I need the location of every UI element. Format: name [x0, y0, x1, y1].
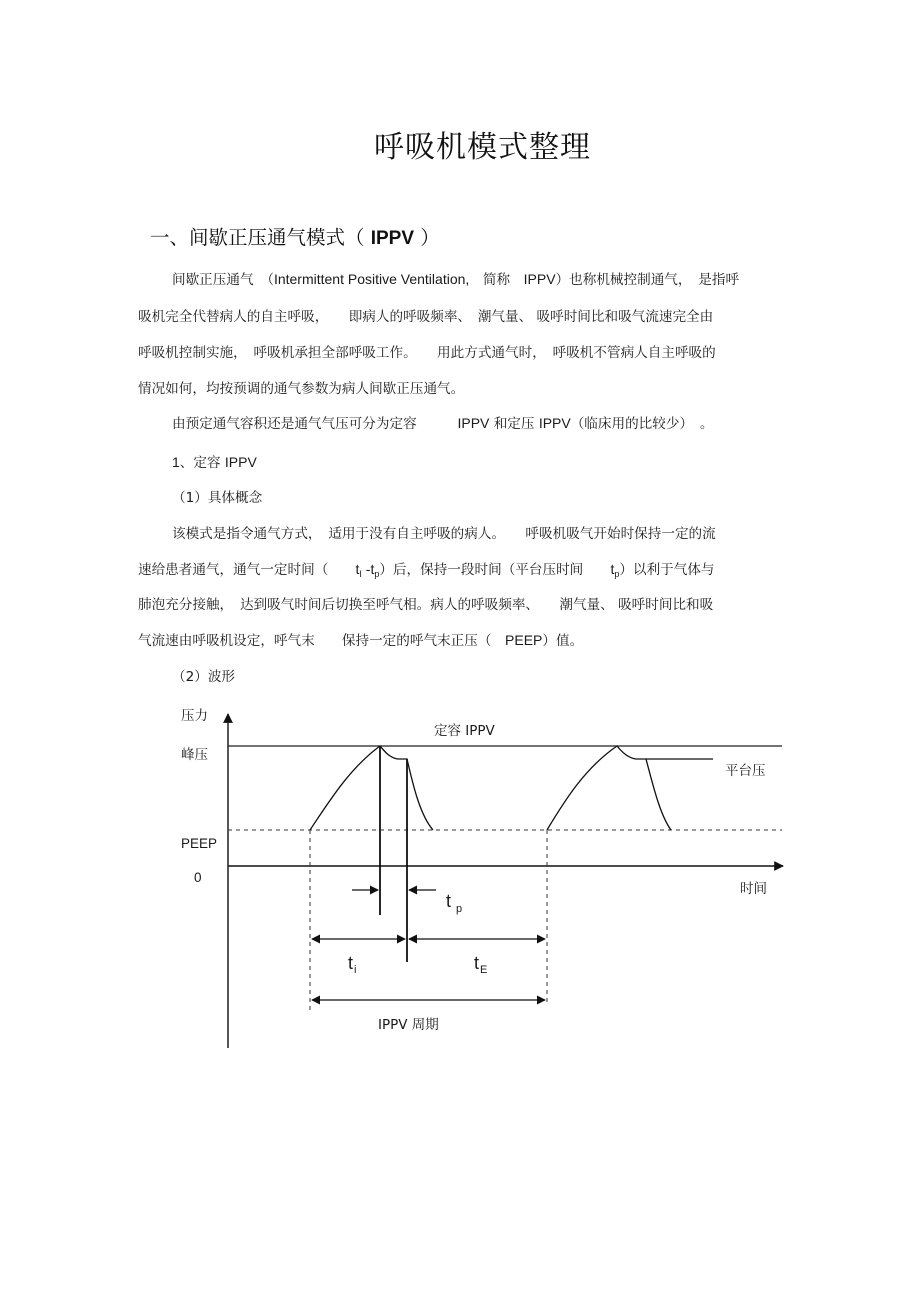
text-run: ）以利于气体与 [619, 562, 715, 578]
tp-main: t [446, 891, 452, 911]
abbr-ippv: IPPV [457, 415, 490, 431]
para1-line2: 吸机完全代替病人的自主呼吸， 即病人的呼吸频率、 潮气量、 吸呼时间比和吸气流速完全由 [138, 309, 714, 325]
item-1-1-heading: （1）具体概念 [172, 490, 263, 506]
text-run: 速给患者通气，通气一定时间（ [138, 562, 356, 578]
section-heading-text: 一、间歇正压通气模式（ [150, 226, 365, 249]
abbr-ippv: IPPV [224, 454, 257, 470]
section-heading-close: ） [420, 226, 440, 249]
para3-line3: 肺泡充分接触， 达到吸气时间后切换至呼气相。病人的呼吸频率、 潮气量、 吸呼时间比和吸 [138, 597, 714, 613]
breath-waveform-2 [547, 746, 713, 830]
ippv-cycle-label: IPPV 周期 [378, 1017, 439, 1033]
text-run: 间歇正压通气 （ [172, 272, 274, 288]
te-label [474, 953, 487, 976]
text-run: 由预定通气容积还是通气气压可分为定容 [172, 416, 458, 432]
te-main: t [474, 953, 480, 973]
subscript: p [614, 569, 620, 579]
abbr-peep: PEEP [505, 632, 543, 648]
abbr-ippv: IPPV [538, 415, 571, 431]
plateau-pressure-label: 平台压 [725, 763, 766, 779]
para3-line1: 该模式是指令通气方式， 适用于没有自主呼吸的病人。 呼吸机吸气开始时保持一定的流 [172, 526, 716, 542]
peak-pressure-label: 峰压 [181, 747, 208, 763]
text-run: （临床用的比较少） 。 [570, 416, 714, 432]
symbol-t: -t [361, 561, 375, 577]
tp-sub: p [456, 903, 463, 915]
x-axis-label: 时间 [740, 881, 767, 897]
abbr-ippv: IPPV [523, 271, 556, 287]
ti-label [348, 953, 356, 976]
item-number: 1 [172, 454, 180, 470]
item-1-2-heading: （2）波形 [172, 669, 236, 685]
zero-label: 0 [194, 870, 202, 885]
page-title: 呼吸机模式整理 [374, 130, 591, 165]
te-sub: E [480, 964, 488, 976]
text-run: 、定容 [179, 455, 225, 471]
text-run: 和定压 [489, 416, 539, 432]
ti-main: t [348, 953, 354, 973]
tp-label [446, 891, 462, 915]
english-term: Intermittent Positive Ventilation, [273, 271, 470, 287]
peep-label: PEEP [181, 836, 218, 851]
breath-waveform-1 [310, 746, 433, 830]
para1-line3: 呼吸机控制实施， 呼吸机承担全部呼吸工作。 用此方式通气时， 呼吸机不管病人自主呼吸的 [138, 345, 716, 361]
curve-title: 定容 IPPV [434, 723, 495, 739]
para1-line4: 情况如何，均按预调的通气参数为病人间歇正压通气。 [138, 381, 465, 397]
ti-sub: i [354, 964, 357, 976]
text-run: 简称 [469, 272, 524, 288]
subscript: p [374, 569, 380, 579]
symbol-t: t [355, 561, 360, 577]
text-run: ）值。 [542, 633, 584, 649]
text-run: 气流速由呼吸机设定，呼气末 保持一定的呼气末正压（ [138, 633, 506, 649]
y-axis-label: 压力 [181, 708, 208, 724]
text-run: ）后，保持一段时间（平台压时间 [379, 562, 611, 578]
subscript: I [359, 569, 362, 579]
section-heading-abbr: IPPV [370, 228, 415, 249]
symbol-t: t [610, 561, 615, 577]
text-run: ）也称机械控制通气， 是指呼 [555, 272, 740, 288]
